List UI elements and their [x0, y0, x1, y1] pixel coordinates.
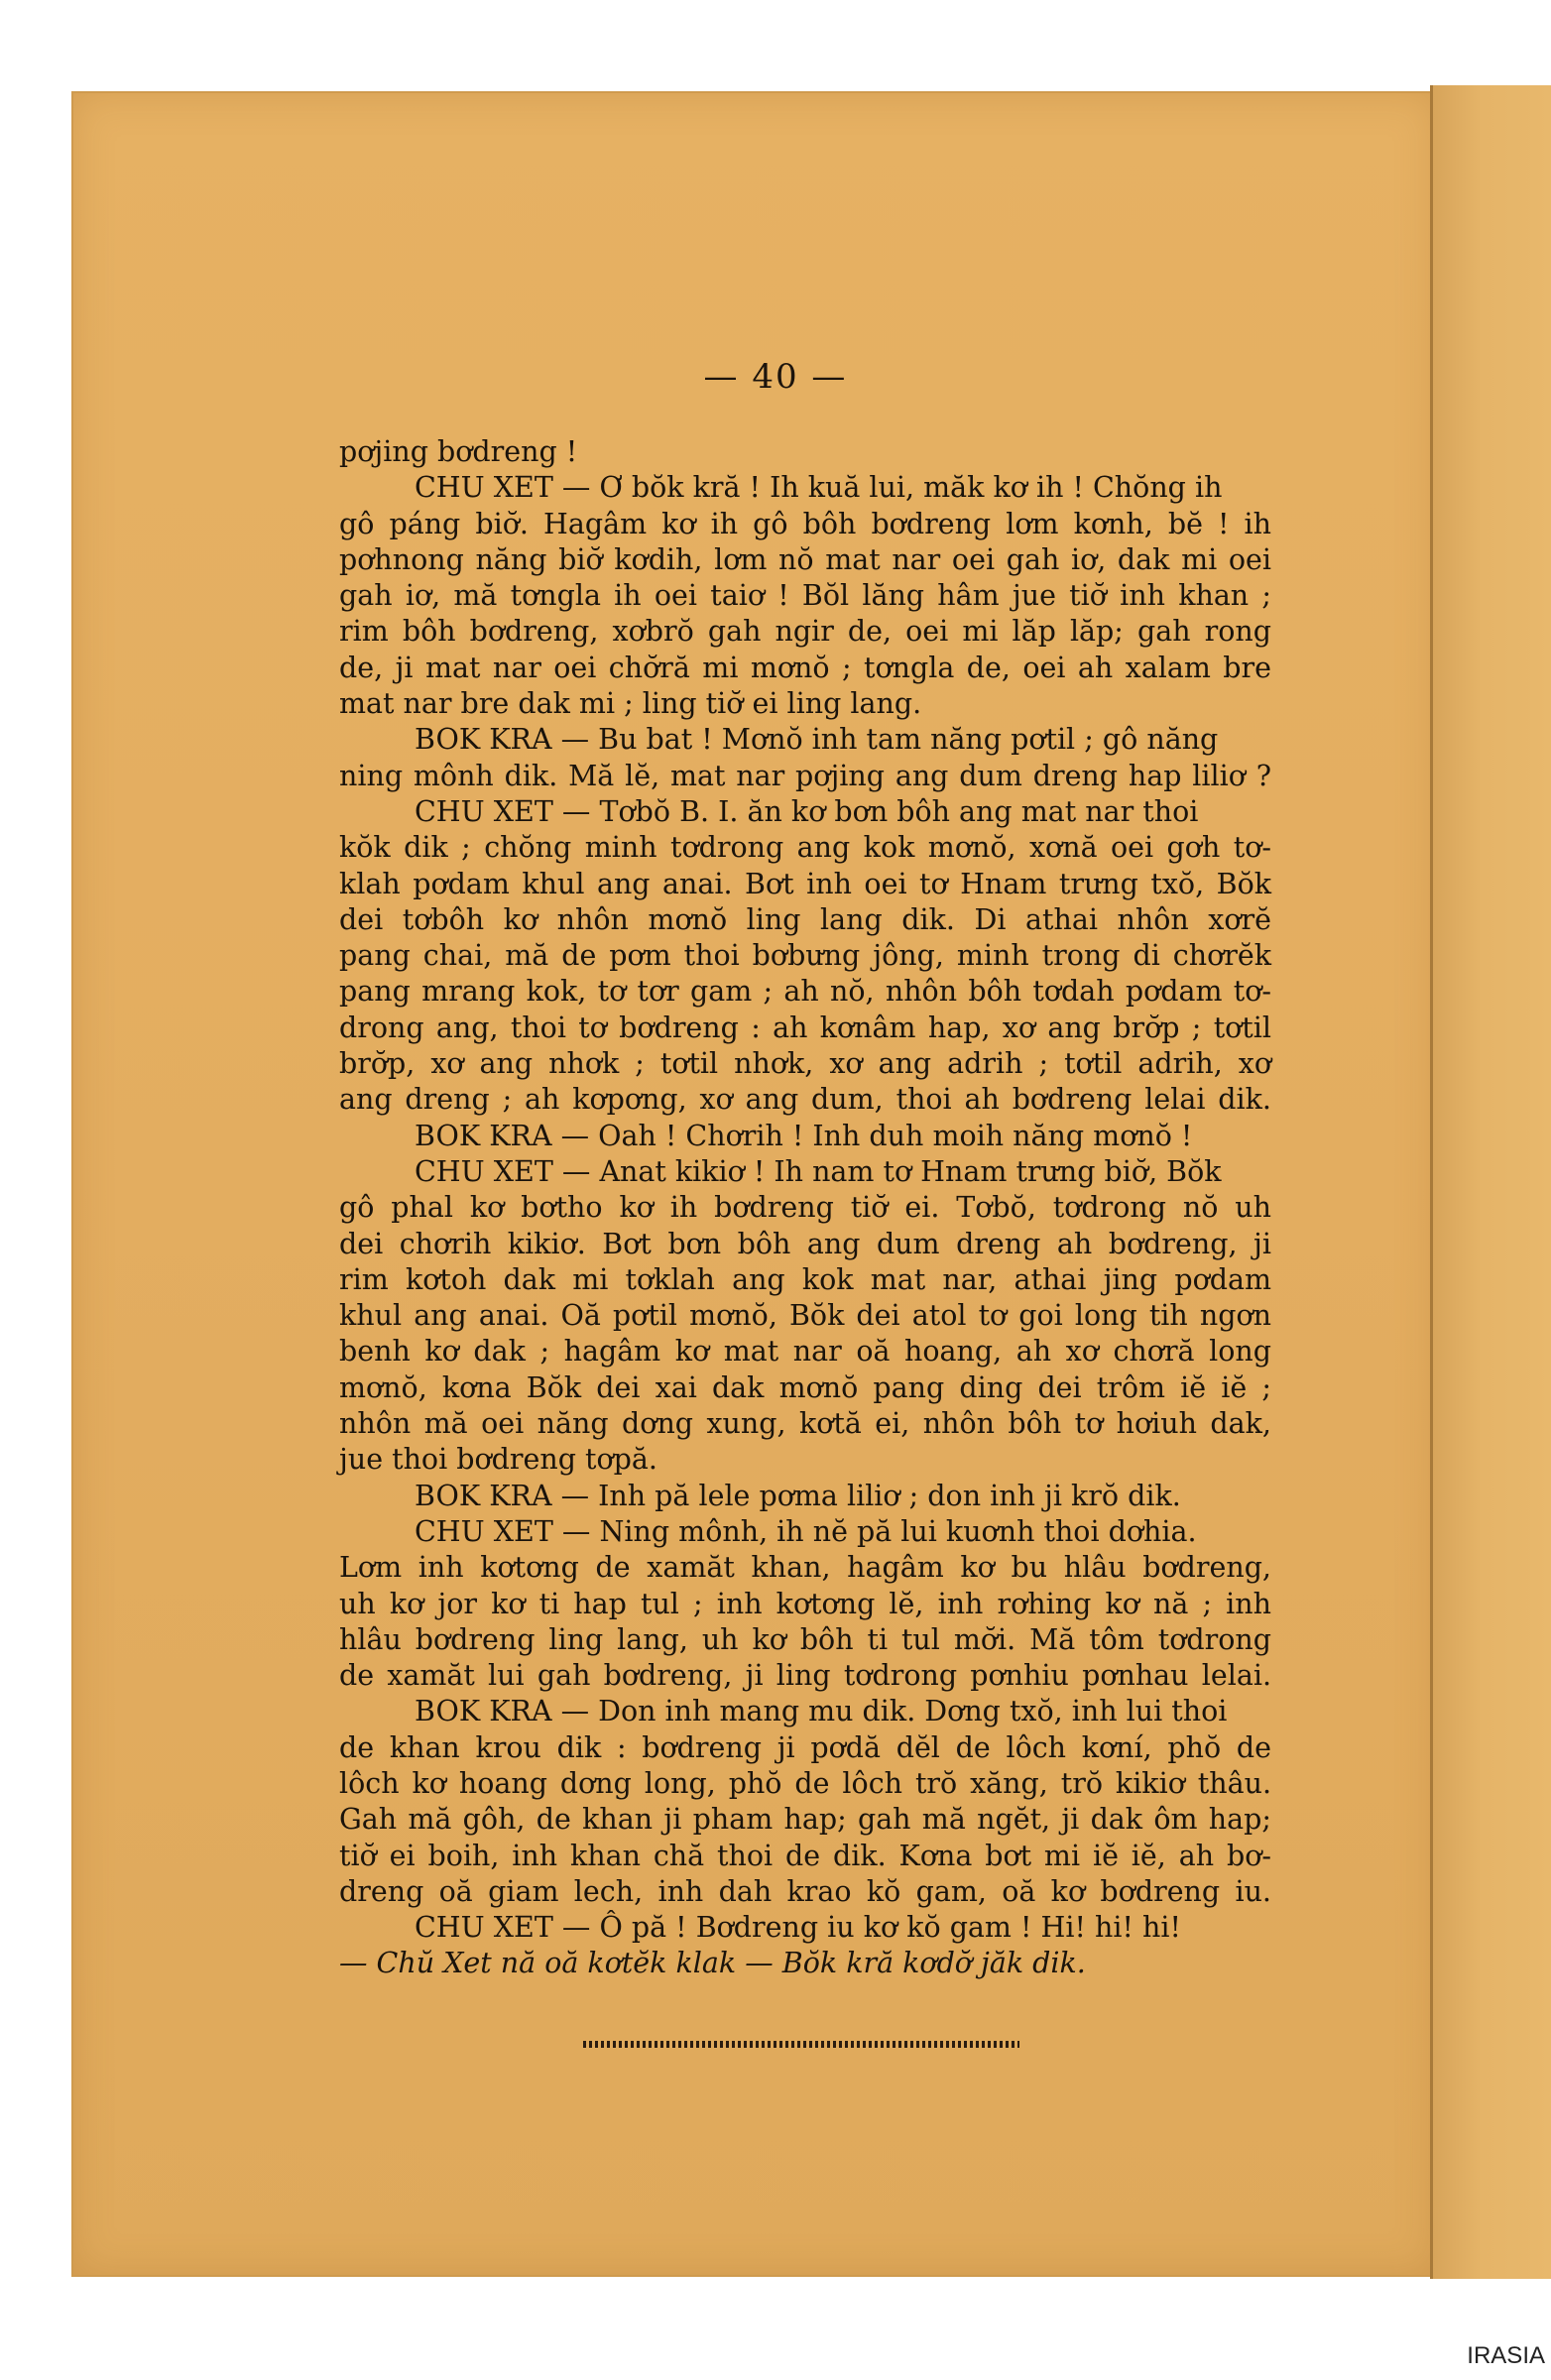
- text-line: Lơm inh kơtơng de xamăt khan, hagâm kơ bu hlâu bơdreng,: [339, 1551, 1271, 1585]
- text-line: de xamăt lui gah bơdreng, ji ling tơdrong pơnhiu pơnhau lelai.: [339, 1659, 1271, 1693]
- text-block: [339, 434, 1271, 1982]
- text-line: gah iơ, mă tơngla ih oei taiơ ! Bŏl lăng hâm jue tiơ̆ inh khan ;: [339, 579, 1271, 613]
- text-line: klah pơdam khul ang anai. Bơt inh oei tơ Hnam trưng txŏ, Bŏk: [339, 867, 1271, 900]
- text-line: BOK KRA — Oah ! Chơrih ! Inh duh moih năng mơnŏ !: [415, 1119, 1193, 1152]
- text-line: CHU XET — Tơbŏ B. I. ăn kơ bơn bôh ang mat nar thoi: [415, 794, 1199, 828]
- text-line: brơ̆p, xơ ang nhơk ; tơtil nhơk, xơ ang adrih ; tơtil adrih, xơ: [339, 1047, 1271, 1081]
- text-line: jue thoi bơdreng tơpă.: [339, 1443, 657, 1477]
- text-line: pơjing bơdreng !: [339, 435, 578, 468]
- text-line: tiơ̆ ei boih, inh khan chă thoi de dik. Kơna bơt mi iĕ iĕ, ah bơ-: [339, 1839, 1271, 1872]
- text-line: kŏk dik ; chŏng minh tơdrong ang kok mơnŏ, xơnă oei gơh tơ-: [339, 831, 1271, 865]
- text-line: nhôn mă oei năng dơng xung, kơtă ei, nhôn bôh tơ hơiuh dak,: [339, 1407, 1271, 1441]
- text-line: pơhnong năng biơ̆ kơdih, lơm nŏ mat nar oei gah iơ, dak mi oei: [339, 542, 1271, 576]
- facing-page-edge: [1430, 85, 1551, 2279]
- text-line: mơnŏ, kơna Bŏk dei xai dak mơnŏ pang ding dei trôm iĕ iĕ ;: [339, 1370, 1271, 1404]
- text-line: pang mrang kok, tơ tơr gam ; ah nŏ, nhôn bôh tơdah pơdam tơ-: [339, 975, 1271, 1009]
- text-line: pang chai, mă de pơm thoi bơbưng jông, minh trong di chơrĕk: [339, 939, 1271, 973]
- text-line: ang dreng ; ah kơpơng, xơ ang dum, thoi ah bơdreng lelai dik.: [339, 1083, 1271, 1117]
- text-line: hlâu bơdreng ling lang, uh kơ bôh ti tul mơ̆i. Mă tôm tơdrong: [339, 1622, 1271, 1656]
- page-number: — 40 —: [703, 357, 848, 397]
- text-line: CHU XET — Ô pă ! Bơdreng iu kơ kŏ gam ! Hi! hi! hi!: [415, 1911, 1181, 1945]
- text-line: benh kơ dak ; hagâm kơ mat nar oă hoang, ah xơ chơră long: [339, 1335, 1271, 1368]
- text-line: drong ang, thoi tơ bơdreng : ah kơnâm hap, xơ ang brơ̆p ; tơtil: [339, 1011, 1271, 1044]
- text-line: ning mônh dik. Mă lĕ, mat nar pơjing ang dum dreng hap liliơ ?: [339, 759, 1271, 792]
- text-line: mat nar bre dak mi ; ling tiơ̆ ei ling lang.: [339, 687, 922, 721]
- text-line: BOK KRA — Don inh mang mu dik. Dơng txŏ, inh lui thoi: [415, 1695, 1228, 1728]
- text-line: CHU XET — Ơ bŏk kră ! Ih kuă lui, măk kơ ih ! Chŏng ih: [415, 471, 1223, 505]
- text-line: de khan krou dik : bơdreng ji pơdă dĕl de lôch kơní, phŏ de: [339, 1730, 1271, 1764]
- text-line: CHU XET — Anat kikiơ ! Ih nam tơ Hnam trưng biơ̆, Bŏk: [415, 1154, 1222, 1188]
- text-line: CHU XET — Ning mônh, ih nĕ pă lui kuơnh thoi dơhia.: [415, 1514, 1197, 1548]
- text-line: dreng oă giam lech, inh dah krao kŏ gam, oă kơ bơdreng iu.: [339, 1874, 1271, 1908]
- text-line: BOK KRA — Bu bat ! Mơnŏ inh tam năng pơtil ; gô năng: [415, 723, 1219, 757]
- watermark: IRASIA: [1467, 2342, 1545, 2369]
- text-line: gô phal kơ bơtho kơ ih bơdreng tiơ̆ ei. Tơbŏ, tơdrong nŏ uh: [339, 1191, 1271, 1225]
- text-line: lôch kơ hoang dơng long, phŏ de lôch trŏ xăng, trŏ kikiơ thâu.: [339, 1766, 1271, 1800]
- text-line: dei tơbôh kơ nhôn mơnŏ ling lang dik. Di athai nhôn xơrĕ: [339, 902, 1271, 936]
- text-line: rim bôh bơdreng, xơbrŏ gah ngir de, oei mi lăp lăp; gah rong: [339, 615, 1271, 649]
- text-line: de, ji mat nar oei chơ̆ră mi mơnŏ ; tơngla de, oei ah xalam bre: [339, 651, 1271, 684]
- section-end-rule: [583, 2041, 1019, 2048]
- text-line: uh kơ jor kơ ti hap tul ; inh kơtơng lĕ, inh rơhing kơ nă ; inh: [339, 1587, 1271, 1620]
- text-line: khul ang anai. Oă pơtil mơnŏ, Bŏk dei atol tơ goi long tih ngơn: [339, 1299, 1271, 1333]
- text-line: — Chŭ Xet nă oă kơtĕk klak — Bŏk kră kơdơ̆ jăk dik.: [339, 1947, 1086, 1980]
- text-line: Gah mă gôh, de khan ji pham hap; gah mă ngĕt, ji dak ôm hap;: [339, 1803, 1271, 1837]
- text-line: gô páng biơ̆. Hagâm kơ ih gô bôh bơdreng lơm kơnh, bĕ ! ih: [339, 507, 1271, 540]
- text-line: rim kơtoh dak mi tơklah ang kok mat nar, athai jing pơdam: [339, 1262, 1271, 1296]
- text-line: dei chơrih kikiơ. Bơt bơn bôh ang dum dreng ah bơdreng, ji: [339, 1227, 1271, 1260]
- text-line: BOK KRA — Inh pă lele pơma liliơ ; don inh ji krŏ dik.: [415, 1479, 1181, 1512]
